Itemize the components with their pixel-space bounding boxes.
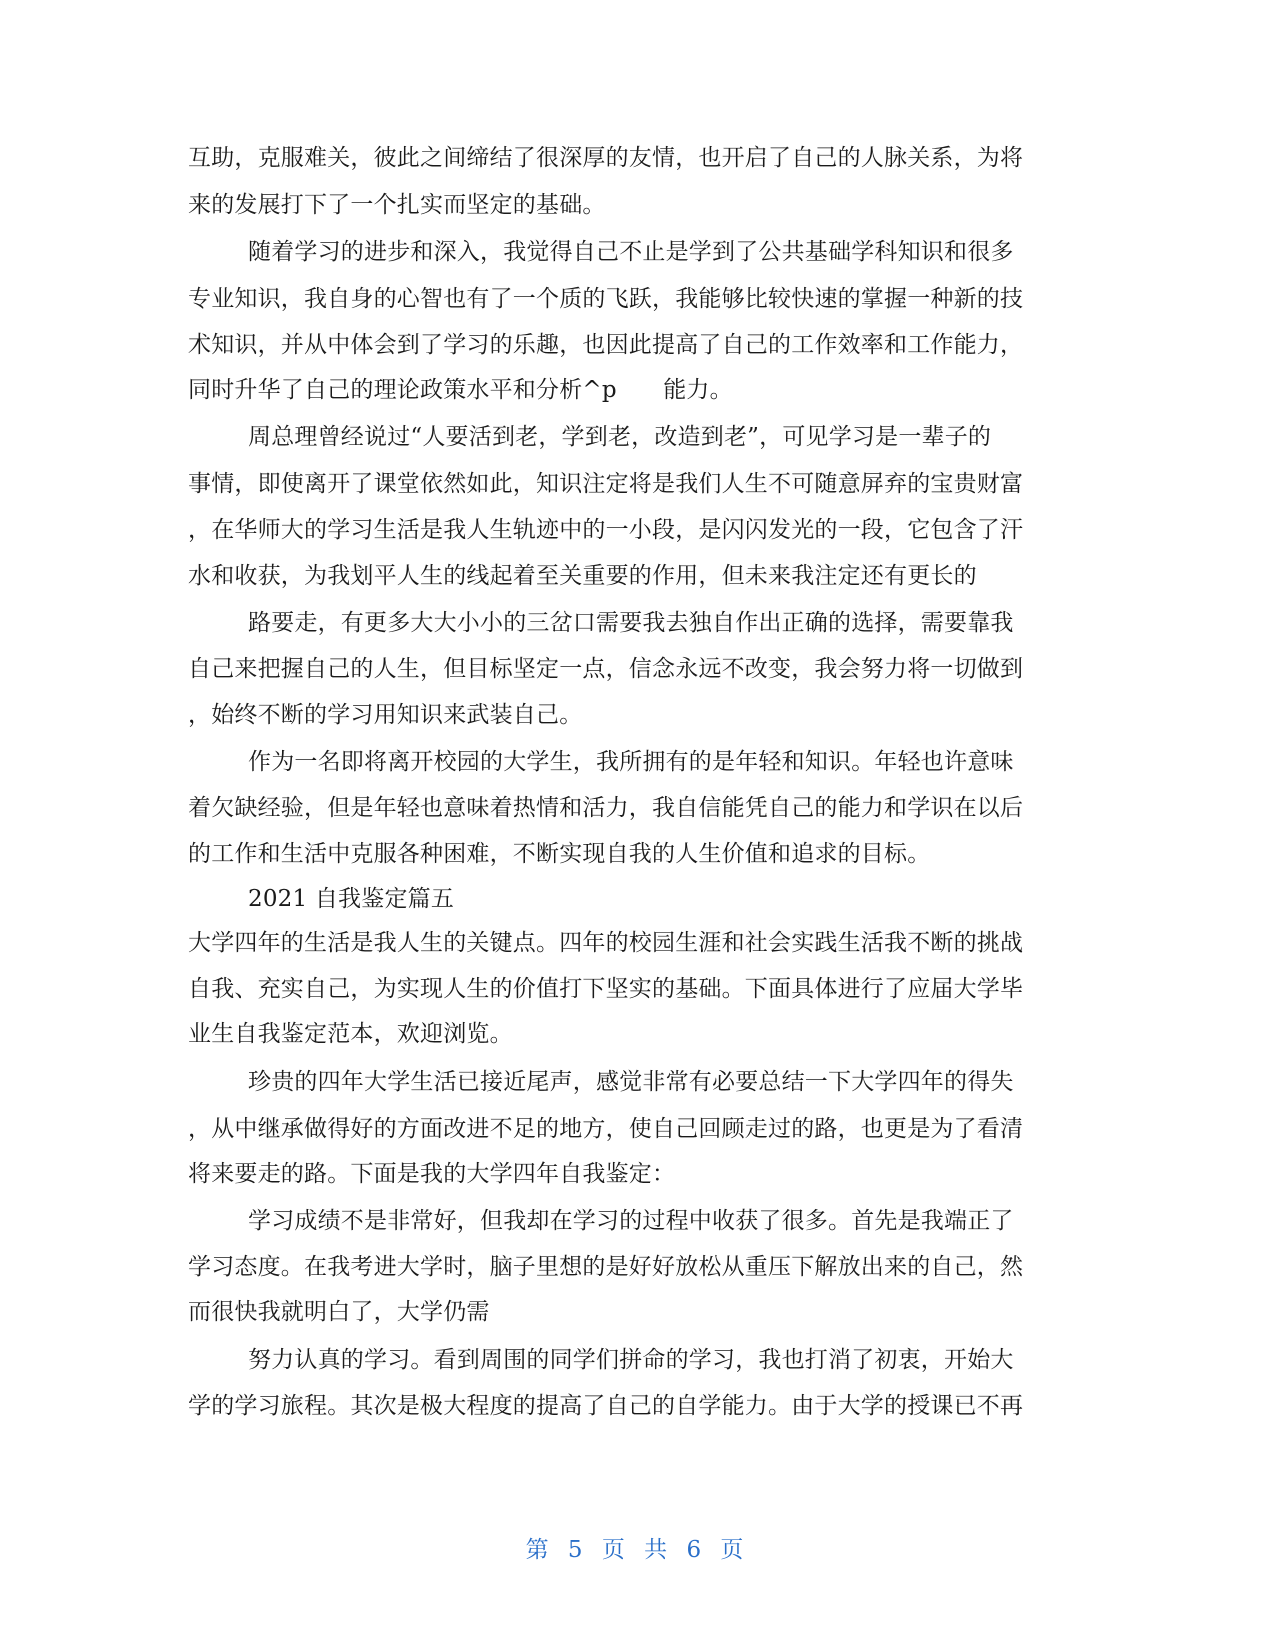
text-line: 自我、充实自己，为实现人生的价值打下坚实的基础。下面具体进行了应届大学毕 <box>188 976 1024 1002</box>
text-line: 来的发展打下了一个扎实而坚定的基础。 <box>188 192 606 218</box>
text-line: ，始终不断的学习用知识来武装自己。 <box>188 702 583 728</box>
text-line: 着欠缺经验，但是年轻也意味着热情和活力，我自信能凭自己的能力和学识在以后 <box>188 795 1024 821</box>
text-line: 周总理曾经说过“人要活到老，学到老，改造到老”，可见学习是一辈子的 <box>248 424 992 450</box>
page-footer: 第 5 页 共 6 页 <box>525 1537 750 1563</box>
text-line: 路要走，有更多大大小小的三岔口需要我去独自作出正确的选择，需要靠我 <box>248 610 1014 636</box>
text-line: 学习态度。在我考进大学时，脑子里想的是好好放松从重压下解放出来的自己，然 <box>188 1254 1024 1280</box>
text-line: 业生自我鉴定范本，欢迎浏览。 <box>188 1021 513 1047</box>
text-line: 珍贵的四年大学生活已接近尾声，感觉非常有必要总结一下大学四年的得失 <box>248 1069 1014 1095</box>
text-line: 事情，即使离开了课堂依然如此，知识注定将是我们人生不可随意屏弃的宝贵财富 <box>188 471 1024 497</box>
text-line: 的工作和生活中克服各种困难，不断实现自我的人生价值和追求的目标。 <box>188 841 931 867</box>
text-line: 同时升华了自己的理论政策水平和分析^p 能力。 <box>188 377 733 403</box>
text-line: 水和收获，为我划平人生的线起着至关重要的作用，但未来我注定还有更长的 <box>188 563 977 589</box>
text-line: 作为一名即将离开校园的大学生，我所拥有的是年轻和知识。年轻也许意味 <box>248 749 1014 775</box>
text-line: 大学四年的生活是我人生的关键点。四年的校园生涯和社会实践生活我不断的挑战 <box>188 930 1024 956</box>
text-line: 自己来把握自己的人生，但目标坚定一点，信念永远不改变，我会努力将一切做到 <box>188 656 1024 682</box>
text-line: 随着学习的进步和深入，我觉得自己不止是学到了公共基础学科知识和很多 <box>248 239 1014 265</box>
text-line: 努力认真的学习。看到周围的同学们拼命的学习，我也打消了初衷，开始大 <box>248 1347 1014 1373</box>
text-line: 专业知识，我自身的心智也有了一个质的飞跃，我能够比较快速的掌握一种新的技 <box>188 286 1024 312</box>
text-line: 术知识，并从中体会到了学习的乐趣，也因此提高了自己的工作效率和工作能力， <box>188 332 1024 358</box>
text-line: ，从中继承做得好的方面改进不足的地方，使自己回顾走过的路，也更是为了看清 <box>188 1116 1024 1142</box>
text-line: 而很快我就明白了，大学仍需 <box>188 1299 490 1325</box>
text-line: 将来要走的路。下面是我的大学四年自我鉴定： <box>188 1161 676 1187</box>
text-line: 学的学习旅程。其次是极大程度的提高了自己的自学能力。由于大学的授课已不再 <box>188 1393 1024 1419</box>
text-line: 学习成绩不是非常好，但我却在学习的过程中收获了很多。首先是我端正了 <box>248 1208 1014 1234</box>
section-heading: 2021 自我鉴定篇五 <box>248 886 455 912</box>
text-line: 互助，克服难关，彼此之间缔结了很深厚的友情，也开启了自己的人脉关系，为将 <box>188 145 1024 171</box>
text-line: ，在华师大的学习生活是我人生轨迹中的一小段，是闪闪发光的一段，它包含了汗 <box>188 517 1024 543</box>
